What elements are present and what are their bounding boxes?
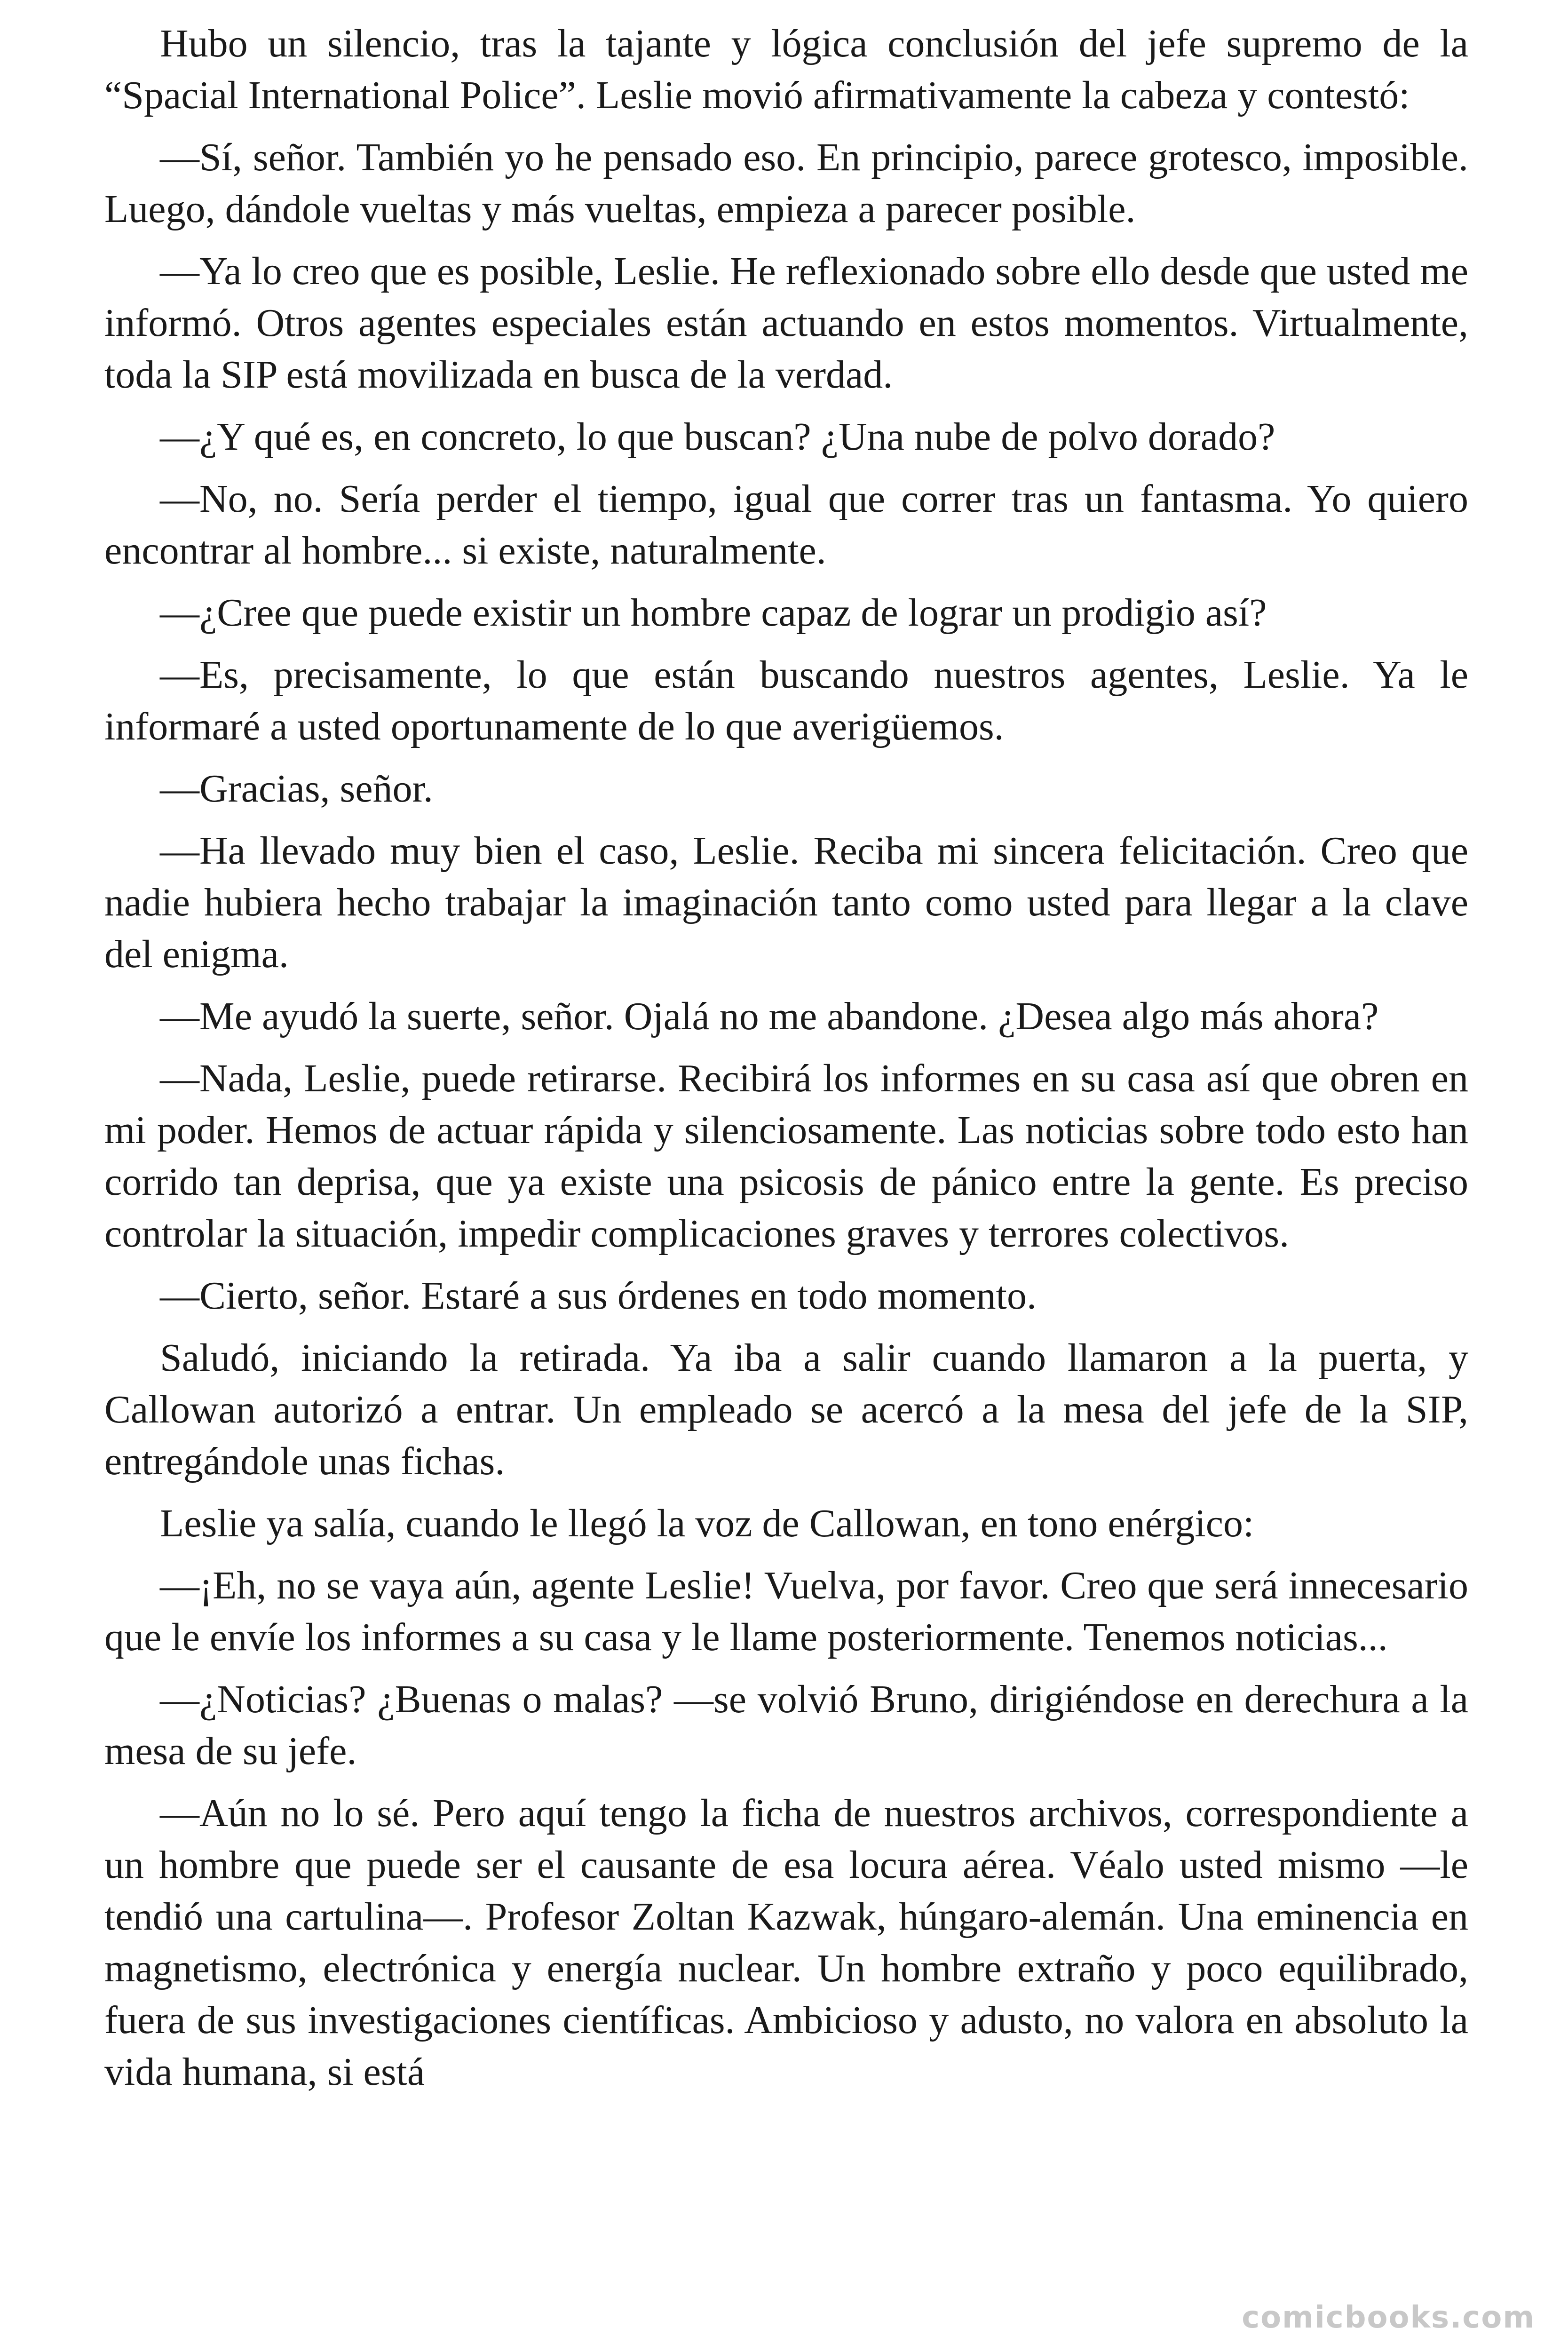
paragraph: —¿Cree que puede existir un hombre capaz de lograr un prodigio así? xyxy=(160,591,1267,635)
paragraph: —No, no. Sería perder el tiempo, igual que correr tras un fantasma. Yo quiero encontrar al hombre... si existe, naturalmente. xyxy=(104,477,1468,572)
paragraph: Leslie ya salía, cuando le llegó la voz de Callowan, en tono enérgico: xyxy=(160,1502,1254,1545)
paragraph: —Cierto, señor. Estaré a sus órdenes en todo momento. xyxy=(160,1274,1037,1318)
paragraph: —¿Noticias? ¿Buenas o malas? —se volvió Bruno, dirigiéndose en derechura a la mesa de su jefe. xyxy=(104,1677,1468,1773)
book-page-text xyxy=(104,18,1468,2332)
paragraph: Saludó, iniciando la retirada. Ya iba a salir cuando llamaron a la puerta, y Callowan autorizó a entrar. Un empleado se acercó a la mesa del jefe de la SIP, entregándole unas fichas. xyxy=(104,1336,1468,1483)
paragraph: —Me ayudó la suerte, señor. Ojalá no me abandone. ¿Desea algo más ahora? xyxy=(160,994,1379,1038)
paragraph: —Aún no lo sé. Pero aquí tengo la ficha de nuestros archivos, correspondiente a un hombre que puede ser el causante de esa locura aérea. Véalo usted mismo —le tendió una cartulina—. Profesor Zoltan Kazwak, húngaro-alemán. Una eminencia en magnetismo, electrónica y energía nuclear. Un hombre extraño y poco equilibrado, fuera de sus investigaciones científicas. Ambicioso y adusto, no valora en absoluto la vida humana, si está xyxy=(104,1791,1468,2094)
paragraph: —Ha llevado muy bien el caso, Leslie. Reciba mi sincera felicitación. Creo que nadie hubiera hecho trabajar la imaginación tanto como usted para llegar a la clave del enigma. xyxy=(104,829,1468,976)
paragraph: —Sí, señor. También yo he pensado eso. En principio, parece grotesco, imposible. Luego, dándole vueltas y más vueltas, empieza a parecer posible. xyxy=(104,135,1468,231)
paragraph: —Ya lo creo que es posible, Leslie. He reflexionado sobre ello desde que usted me informó. Otros agentes especiales están actuando en estos momentos. Virtualmente, toda la SIP está movilizada en busca de la verdad. xyxy=(104,249,1468,397)
paragraph: —Gracias, señor. xyxy=(160,767,433,810)
watermark-text: comicbooks.com xyxy=(1242,2300,1535,2335)
paragraph: —¡Eh, no se vaya aún, agente Leslie! Vuelva, por favor. Creo que será innecesario que le envíe los informes a su casa y le llame posteriormente. Tenemos noticias... xyxy=(104,1564,1468,1659)
paragraph: —¿Y qué es, en concreto, lo que buscan? ¿Una nube de polvo dorado? xyxy=(160,415,1275,459)
paragraph: Hubo un silencio, tras la tajante y lógica conclusión del jefe supremo de la “Spacial International Police”. Leslie movió afirmativamente la cabeza y contestó: xyxy=(104,22,1468,117)
paragraph: —Nada, Leslie, puede retirarse. Recibirá los informes en su casa así que obren en mi poder. Hemos de actuar rápida y silenciosamente. Las noticias sobre todo esto han corrido tan deprisa, que ya existe una psicosis de pánico entre la gente. Es preciso controlar la situación, impedir complicaciones graves y terrores colectivos. xyxy=(104,1057,1468,1255)
paragraph: —Es, precisamente, lo que están buscando nuestros agentes, Leslie. Ya le informaré a usted oportunamente de lo que averigüemos. xyxy=(104,653,1468,748)
